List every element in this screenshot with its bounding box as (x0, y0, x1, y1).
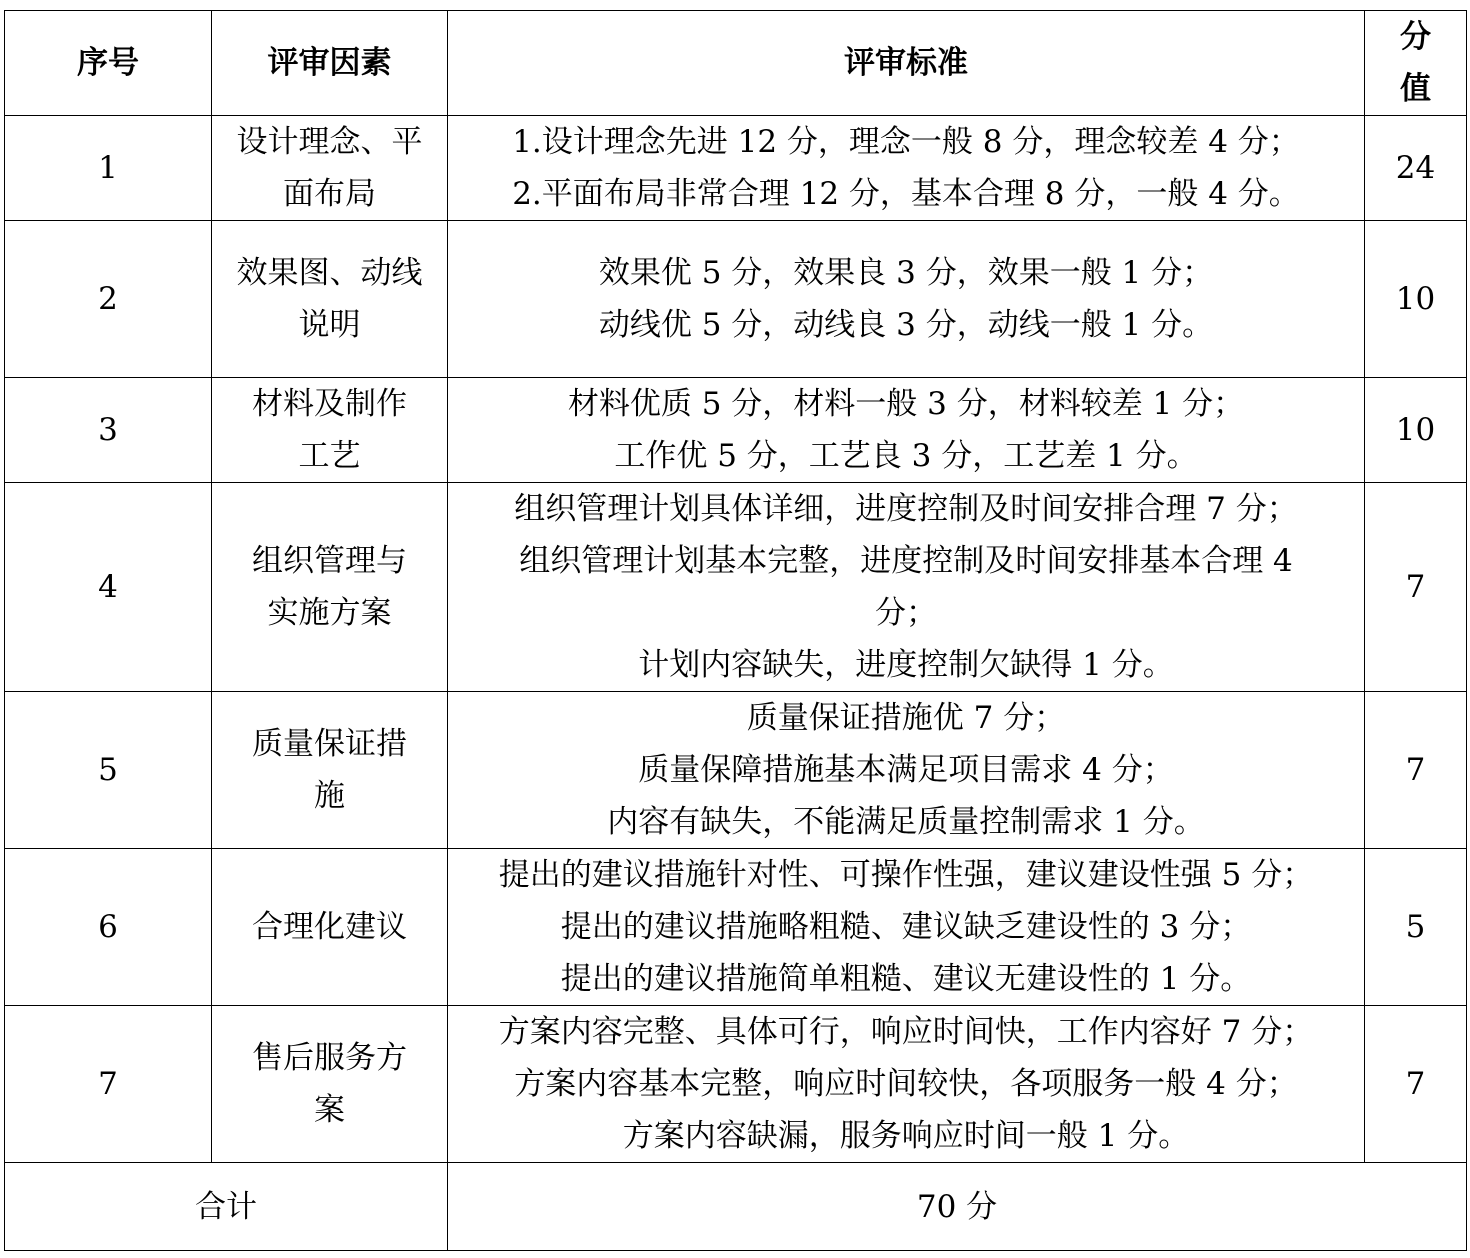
table-row (5, 1006, 1467, 1163)
cell-score: 10 (1365, 221, 1467, 378)
cell-score: 5 (1365, 849, 1467, 1006)
factor-line: 实施方案 (267, 595, 392, 631)
table-row (5, 221, 1467, 378)
standard-line: 提出的建议措施针对性、可操作性强，建议建设性强 5 分； (498, 857, 1314, 893)
standard-line: 组织管理计划基本完整，进度控制及时间安排基本合理 4 (519, 543, 1293, 579)
header-score-line2: 值 (1400, 71, 1431, 107)
standard-line: 工作优 5 分，工艺良 3 分，工艺差 1 分。 (614, 438, 1198, 474)
cell-factor (212, 483, 448, 692)
cell-score: 7 (1365, 483, 1467, 692)
cell-no: 7 (5, 1006, 212, 1163)
standard-line: 分； (875, 595, 937, 631)
scoring-table (4, 10, 1467, 1251)
cell-no: 3 (5, 378, 212, 483)
cell-no: 6 (5, 849, 212, 1006)
factor-line: 工艺 (298, 438, 361, 474)
cell-score: 10 (1365, 378, 1467, 483)
cell-standard (448, 1006, 1365, 1163)
standard-line: 方案内容基本完整，响应时间较快，各项服务一般 4 分； (514, 1066, 1298, 1102)
cell-standard (448, 378, 1365, 483)
cell-score: 7 (1365, 1006, 1467, 1163)
factor-line: 说明 (298, 307, 361, 343)
cell-factor (212, 116, 448, 221)
cell-standard (448, 849, 1365, 1006)
header-standard: 评审标准 (448, 11, 1365, 116)
total-row (5, 1163, 1467, 1251)
standard-line: 计划内容缺失，进度控制欠缺得 1 分。 (638, 647, 1174, 683)
factor-line: 设计理念、平 (236, 124, 423, 160)
cell-standard (448, 221, 1365, 378)
cell-no: 4 (5, 483, 212, 692)
cell-factor (212, 692, 448, 849)
total-label: 合计 (5, 1163, 448, 1251)
standard-line: 提出的建议措施简单粗糙、建议无建设性的 1 分。 (560, 961, 1252, 997)
standard-line: 动线优 5 分，动线良 3 分，动线一般 1 分。 (598, 307, 1214, 343)
cell-factor (212, 1006, 448, 1163)
cell-factor (212, 378, 448, 483)
header-no: 序号 (5, 11, 212, 116)
factor-line: 面布局 (283, 176, 376, 212)
header-factor: 评审因素 (212, 11, 448, 116)
table-row (5, 116, 1467, 221)
cell-factor (212, 221, 448, 378)
standard-line: 1.设计理念先进 12 分，理念一般 8 分，理念较差 4 分； (512, 124, 1300, 160)
standard-line: 内容有缺失，不能满足质量控制需求 1 分。 (607, 804, 1205, 840)
standard-line: 2.平面布局非常合理 12 分，基本合理 8 分，一般 4 分。 (512, 176, 1300, 212)
table-row (5, 692, 1467, 849)
standard-line: 质量保障措施基本满足项目需求 4 分； (638, 752, 1174, 788)
table-body (5, 116, 1467, 1163)
standard-line: 提出的建议措施略粗糙、建议缺乏建设性的 3 分； (560, 909, 1252, 945)
factor-line: 组织管理与 (252, 543, 407, 579)
header-row (5, 11, 1467, 116)
total-value: 70 分 (448, 1163, 1467, 1251)
standard-line: 材料优质 5 分，材料一般 3 分，材料较差 1 分； (567, 386, 1245, 422)
standard-line: 组织管理计划具体详细，进度控制及时间安排合理 7 分； (514, 491, 1298, 527)
cell-no: 1 (5, 116, 212, 221)
factor-line: 施 (314, 778, 345, 814)
standard-line: 效果优 5 分，效果良 3 分，效果一般 1 分； (598, 255, 1214, 291)
cell-standard (448, 692, 1365, 849)
cell-no: 2 (5, 221, 212, 378)
table-row (5, 849, 1467, 1006)
factor-line: 材料及制作 (252, 386, 407, 422)
header-score-line1: 分 (1400, 19, 1431, 55)
cell-score: 7 (1365, 692, 1467, 849)
table-row (5, 483, 1467, 692)
factor-line: 合理化建议 (252, 909, 407, 945)
standard-line: 质量保证措施优 7 分； (746, 700, 1066, 736)
standard-line: 方案内容完整、具体可行，响应时间快，工作内容好 7 分； (498, 1014, 1314, 1050)
factor-line: 质量保证措 (252, 726, 407, 762)
table-row (5, 378, 1467, 483)
cell-factor (212, 849, 448, 1006)
factor-line: 售后服务方 (252, 1040, 407, 1076)
cell-standard (448, 483, 1365, 692)
factor-line: 效果图、动线 (236, 255, 423, 291)
cell-standard (448, 116, 1365, 221)
cell-score: 24 (1365, 116, 1467, 221)
cell-no: 5 (5, 692, 212, 849)
factor-line: 案 (314, 1092, 345, 1128)
standard-line: 方案内容缺漏，服务响应时间一般 1 分。 (622, 1118, 1190, 1154)
header-score (1365, 11, 1467, 116)
